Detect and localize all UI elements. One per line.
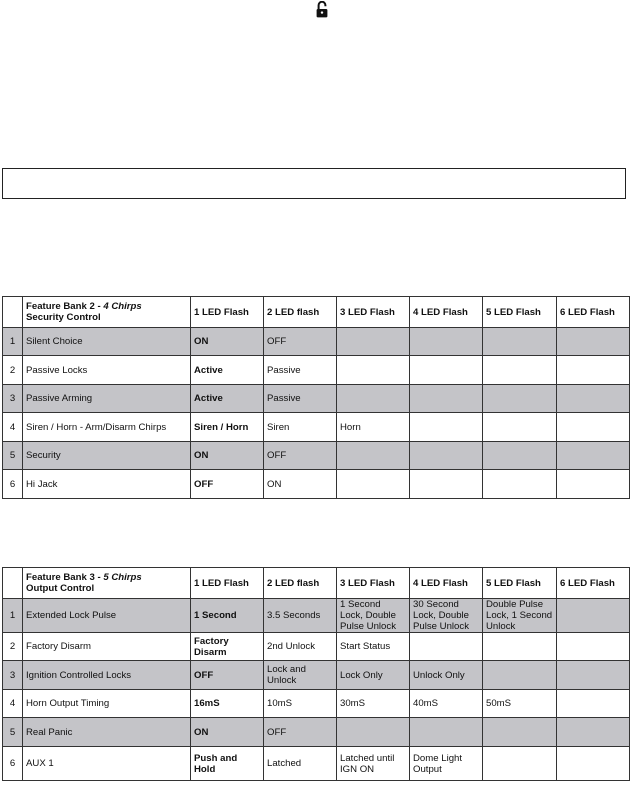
option-cell <box>557 718 630 747</box>
column-header: 6 LED Flash <box>557 297 630 328</box>
table-row <box>3 356 630 385</box>
table-row <box>3 470 630 499</box>
bank-title-cell <box>23 297 191 328</box>
column-header: 5 LED Flash <box>483 297 557 328</box>
option-cell: OFF <box>264 442 337 470</box>
header-num-cell <box>3 297 23 328</box>
option-cell <box>557 747 630 781</box>
option-cell: 40mS <box>410 690 483 718</box>
empty-note-box <box>2 168 626 199</box>
table-row <box>3 718 630 747</box>
row-number: 4 <box>3 413 23 442</box>
unlock-icon <box>316 1 328 18</box>
header-row <box>3 297 630 328</box>
default-option-cell: OFF <box>191 470 264 499</box>
row-number: 5 <box>3 718 23 747</box>
option-cell <box>483 356 557 385</box>
option-cell <box>410 385 483 413</box>
row-number: 5 <box>3 442 23 470</box>
option-cell <box>483 633 557 661</box>
column-header: 5 LED Flash <box>483 568 557 599</box>
table-row <box>3 385 630 413</box>
feature-name: Silent Choice <box>23 328 191 356</box>
feature-bank-3-body <box>3 568 630 781</box>
row-number: 3 <box>3 385 23 413</box>
option-cell <box>410 470 483 499</box>
option-cell: Siren <box>264 413 337 442</box>
column-header: 4 LED Flash <box>410 297 483 328</box>
table-row <box>3 690 630 718</box>
option-cell: 30 Second Lock, Double Pulse Unlock <box>410 599 483 633</box>
option-cell: Start Status <box>337 633 410 661</box>
option-cell <box>557 690 630 718</box>
default-option-cell: Push and Hold <box>191 747 264 781</box>
bank-chirps: 4 Chirps <box>103 301 142 312</box>
option-cell <box>483 413 557 442</box>
option-cell: Latched until IGN ON <box>337 747 410 781</box>
option-cell <box>557 328 630 356</box>
bank-subtitle: Security Control <box>26 312 101 323</box>
column-header: 2 LED flash <box>264 568 337 599</box>
table-row <box>3 413 630 442</box>
column-header: 1 LED Flash <box>191 297 264 328</box>
feature-name: Horn Output Timing <box>23 690 191 718</box>
default-option-cell: OFF <box>191 661 264 690</box>
row-number: 1 <box>3 328 23 356</box>
option-cell <box>557 356 630 385</box>
option-cell: 30mS <box>337 690 410 718</box>
option-cell <box>557 470 630 499</box>
column-header: 4 LED Flash <box>410 568 483 599</box>
option-cell <box>337 470 410 499</box>
option-cell <box>557 633 630 661</box>
default-option-cell: ON <box>191 442 264 470</box>
feature-name: Hi Jack <box>23 470 191 499</box>
feature-bank-3-table <box>2 567 630 781</box>
row-number: 2 <box>3 356 23 385</box>
row-number: 4 <box>3 690 23 718</box>
feature-name: Ignition Controlled Locks <box>23 661 191 690</box>
option-cell <box>337 356 410 385</box>
default-option-cell: 1 Second <box>191 599 264 633</box>
feature-name: Passive Locks <box>23 356 191 385</box>
option-cell: Lock and Unlock <box>264 661 337 690</box>
table-row <box>3 328 630 356</box>
option-cell: Dome Light Output <box>410 747 483 781</box>
default-option-cell: ON <box>191 718 264 747</box>
option-cell: OFF <box>264 328 337 356</box>
row-number: 1 <box>3 599 23 633</box>
column-header: 2 LED flash <box>264 297 337 328</box>
option-cell: Horn <box>337 413 410 442</box>
feature-name: Security <box>23 442 191 470</box>
column-header: 3 LED Flash <box>337 297 410 328</box>
option-cell <box>483 661 557 690</box>
option-cell: ON <box>264 470 337 499</box>
table-row <box>3 747 630 781</box>
bank-title-cell <box>23 568 191 599</box>
feature-name: Real Panic <box>23 718 191 747</box>
feature-bank-2-table <box>2 296 630 499</box>
option-cell <box>557 413 630 442</box>
option-cell <box>410 356 483 385</box>
option-cell <box>410 328 483 356</box>
default-option-cell: 16mS <box>191 690 264 718</box>
option-cell <box>557 661 630 690</box>
option-cell: 10mS <box>264 690 337 718</box>
row-number: 2 <box>3 633 23 661</box>
feature-bank-2-body <box>3 297 630 499</box>
bank-subtitle: Output Control <box>26 583 95 594</box>
column-header: 1 LED Flash <box>191 568 264 599</box>
table-row <box>3 599 630 633</box>
option-cell <box>483 385 557 413</box>
bank-title: Feature Bank 2 - <box>26 301 104 312</box>
option-cell <box>410 442 483 470</box>
option-cell <box>410 413 483 442</box>
option-cell <box>337 718 410 747</box>
option-cell <box>483 470 557 499</box>
default-option-cell: ON <box>191 328 264 356</box>
bank-chirps: 5 Chirps <box>103 572 142 583</box>
option-cell <box>337 385 410 413</box>
header-num-cell <box>3 568 23 599</box>
row-number: 6 <box>3 470 23 499</box>
option-cell <box>483 747 557 781</box>
row-number: 6 <box>3 747 23 781</box>
option-cell: Unlock Only <box>410 661 483 690</box>
default-option-cell: Siren / Horn <box>191 413 264 442</box>
feature-name: Extended Lock Pulse <box>23 599 191 633</box>
option-cell: OFF <box>264 718 337 747</box>
option-cell <box>410 633 483 661</box>
option-cell: 2nd Unlock <box>264 633 337 661</box>
option-cell: 3.5 Seconds <box>264 599 337 633</box>
option-cell <box>557 442 630 470</box>
table-row <box>3 661 630 690</box>
column-header: 6 LED Flash <box>557 568 630 599</box>
option-cell <box>410 718 483 747</box>
option-cell <box>483 718 557 747</box>
table-row <box>3 442 630 470</box>
column-header: 3 LED Flash <box>337 568 410 599</box>
option-cell: Passive <box>264 356 337 385</box>
default-option-cell: Active <box>191 356 264 385</box>
option-cell: Passive <box>264 385 337 413</box>
feature-name: Factory Disarm <box>23 633 191 661</box>
option-cell: Latched <box>264 747 337 781</box>
option-cell: 50mS <box>483 690 557 718</box>
option-cell: 1 Second Lock, Double Pulse Unlock <box>337 599 410 633</box>
bank-title: Feature Bank 3 - <box>26 572 104 583</box>
option-cell: Double Pulse Lock, 1 Second Unlock <box>483 599 557 633</box>
default-option-cell: Active <box>191 385 264 413</box>
feature-name: AUX 1 <box>23 747 191 781</box>
row-number: 3 <box>3 661 23 690</box>
header-row <box>3 568 630 599</box>
option-cell <box>483 328 557 356</box>
table-row <box>3 633 630 661</box>
option-cell <box>337 328 410 356</box>
default-option-cell: Factory Disarm <box>191 633 264 661</box>
option-cell <box>557 385 630 413</box>
feature-name: Passive Arming <box>23 385 191 413</box>
option-cell <box>483 442 557 470</box>
feature-name: Siren / Horn - Arm/Disarm Chirps <box>23 413 191 442</box>
option-cell <box>557 599 630 633</box>
option-cell <box>337 442 410 470</box>
option-cell: Lock Only <box>337 661 410 690</box>
